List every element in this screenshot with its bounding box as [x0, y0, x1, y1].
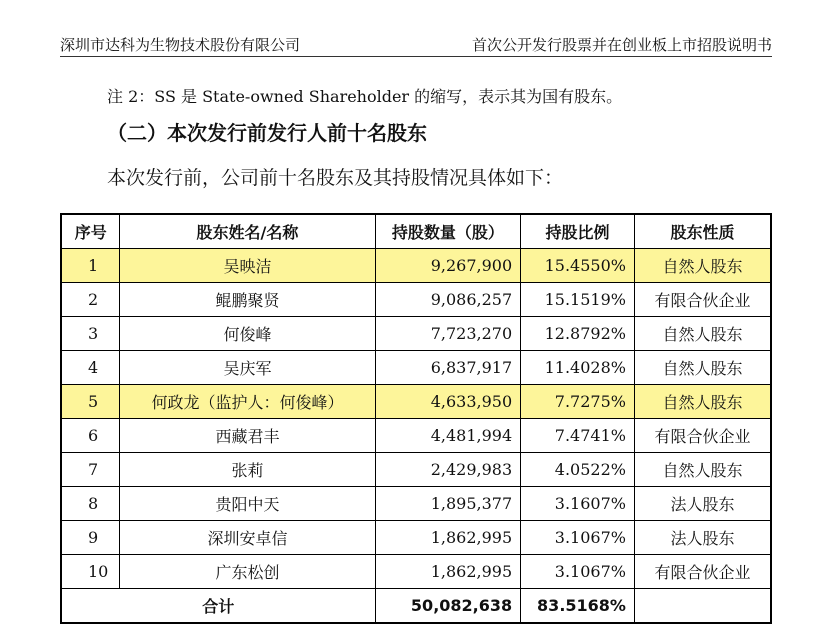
- row-ratio: 4.0522%: [521, 453, 635, 487]
- row-shares: 9,267,900: [375, 249, 521, 283]
- row-type: 自然人股东: [634, 317, 771, 351]
- row-shares: 6,837,917: [375, 351, 521, 385]
- row-shareholder-name: 何俊峰: [120, 317, 375, 351]
- row-ratio: 7.4741%: [521, 419, 635, 453]
- row-shareholder-name: 吴映洁: [120, 249, 375, 283]
- header-type: 股东性质: [634, 214, 771, 249]
- row-shares: 1,862,995: [375, 521, 521, 555]
- row-seq: 9: [61, 521, 120, 555]
- total-shares: 50,082,638: [375, 589, 521, 624]
- row-seq: 7: [61, 453, 120, 487]
- row-type: 自然人股东: [634, 385, 771, 419]
- table-row: [61, 555, 771, 589]
- row-seq: 4: [61, 351, 120, 385]
- row-shareholder-name: 张莉: [120, 453, 375, 487]
- shareholders-table: [60, 213, 772, 624]
- row-type: 有限合伙企业: [634, 283, 771, 317]
- footnote: 注 2：SS 是 State-owned Shareholder 的缩写，表示其为国有股东。: [107, 87, 623, 106]
- row-shares: 4,481,994: [375, 419, 521, 453]
- table-row: [61, 521, 771, 555]
- section-title: （二）本次发行前发行人前十名股东: [107, 121, 427, 145]
- row-shares: 1,895,377: [375, 487, 521, 521]
- table-row: [61, 419, 771, 453]
- table-row: [61, 385, 771, 419]
- row-ratio: 11.4028%: [521, 351, 635, 385]
- header-ratio: 持股比例: [521, 214, 635, 249]
- header-shares: 持股数量（股）: [375, 214, 521, 249]
- row-seq: 6: [61, 419, 120, 453]
- table-row: [61, 453, 771, 487]
- row-seq: 1: [61, 249, 120, 283]
- intro-paragraph: 本次发行前，公司前十名股东及其持股情况具体如下：: [107, 167, 564, 189]
- row-seq: 5: [61, 385, 120, 419]
- row-ratio: 7.7275%: [521, 385, 635, 419]
- table-row: [61, 249, 771, 283]
- row-shareholder-name: 吴庆军: [120, 351, 375, 385]
- company-name: 深圳市达科为生物技术股份有限公司: [60, 36, 301, 54]
- row-type: 有限合伙企业: [634, 555, 771, 589]
- row-shareholder-name: 何政龙（监护人：何俊峰）: [120, 385, 375, 419]
- row-type: 自然人股东: [634, 351, 771, 385]
- row-type: 法人股东: [634, 487, 771, 521]
- row-type: 自然人股东: [634, 249, 771, 283]
- row-type: 有限合伙企业: [634, 419, 771, 453]
- row-seq: 2: [61, 283, 120, 317]
- row-shareholder-name: 鲲鹏聚贤: [120, 283, 375, 317]
- total-label: 合计: [61, 589, 375, 624]
- row-shareholder-name: 贵阳中天: [120, 487, 375, 521]
- page-header: [60, 30, 772, 57]
- row-ratio: 15.4550%: [521, 249, 635, 283]
- row-seq: 3: [61, 317, 120, 351]
- row-ratio: 12.8792%: [521, 317, 635, 351]
- table-row: [61, 283, 771, 317]
- row-type: 自然人股东: [634, 453, 771, 487]
- row-shares: 7,723,270: [375, 317, 521, 351]
- table-row: [61, 351, 771, 385]
- document-title: 首次公开发行股票并在创业板上市招股说明书: [471, 36, 772, 54]
- header-seq: 序号: [61, 214, 120, 249]
- header-name: 股东姓名/名称: [120, 214, 375, 249]
- row-ratio: 15.1519%: [521, 283, 635, 317]
- row-seq: 8: [61, 487, 120, 521]
- row-shares: 4,633,950: [375, 385, 521, 419]
- row-shares: 9,086,257: [375, 283, 521, 317]
- row-shares: 2,429,983: [375, 453, 521, 487]
- total-ratio: 83.5168%: [521, 589, 635, 624]
- row-type: 法人股东: [634, 521, 771, 555]
- table-header-row: [61, 214, 771, 249]
- row-shares: 1,862,995: [375, 555, 521, 589]
- row-ratio: 3.1067%: [521, 555, 635, 589]
- row-ratio: 3.1067%: [521, 521, 635, 555]
- total-type-empty: [634, 589, 771, 624]
- row-shareholder-name: 深圳安卓信: [120, 521, 375, 555]
- total-row: [61, 589, 771, 624]
- row-ratio: 3.1607%: [521, 487, 635, 521]
- table-row: [61, 487, 771, 521]
- row-seq: 10: [61, 555, 120, 589]
- row-shareholder-name: 西藏君丰: [120, 419, 375, 453]
- row-shareholder-name: 广东松创: [120, 555, 375, 589]
- table-row: [61, 317, 771, 351]
